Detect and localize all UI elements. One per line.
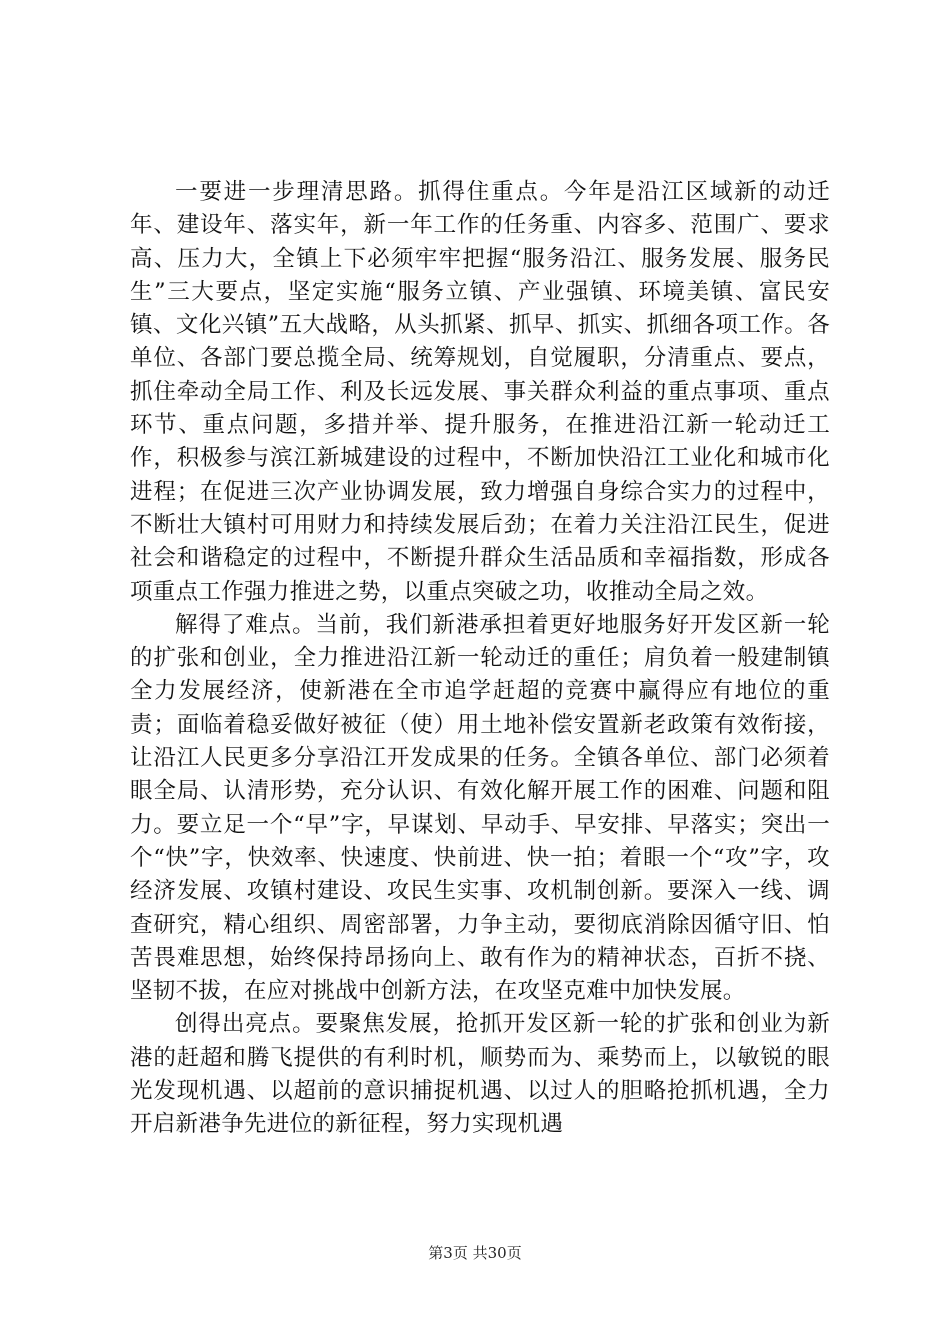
page-number-footer: 第3页 共30页	[428, 1244, 522, 1262]
paragraph-2: 解得了难点。当前，我们新港承担着更好地服务好开发区新一轮的扩张和创业，全力推进沿江新一轮动迁的重任；肩负着一般建制镇全力发展经济，使新港在全市追学赶超的竞赛中赢得应有地位的重责；面临着稳妥做好被征（使）用土地补偿安置新老政策有效衔接，让沿江人民更多分享沿江开发成果的任务。全镇各单位、部门必须着眼全局、认清形势，充分认识、有效化解开展工作的困难、问题和阻力。要立足一个“早”字，早谋划、早动手、早安排、早落实；突出一个“快”字，快效率、快速度、快前进、快一拍；着眼一个“攻”字，攻经济发展、攻镇村建设、攻民生实事、攻机制创新。要深入一线、调查研究，精心组织、周密部署，力争主动，要彻底消除因循守旧、怕苦畏难思想，始终保持昂扬向上、敢有作为的精神状态，百折不挠、坚韧不拔，在应对挑战中创新方法，在攻坚克难中加快发展。	[130, 611, 830, 1005]
paragraph-3: 创得出亮点。要聚焦发展，抢抓开发区新一轮的扩张和创业为新港的赶超和腾飞提供的有利时机，顺势而为、乘势而上，以敏锐的眼光发现机遇、以超前的意识捕捉机遇、以过人的胆略抢抓机遇，全力开启新港争先进位的新征程，努力实现机遇	[130, 1011, 830, 1138]
paragraph-1: 一要进一步理清思路。抓得住重点。今年是沿江区域新的动迁年、建设年、落实年，新一年工作的任务重、内容多、范围广、要求高、压力大，全镇上下必须牢牢把握“服务沿江、服务发展、服务民生”三大要点，坚定实施“服务立镇、产业强镇、环境美镇、富民安镇、文化兴镇”五大战略，从头抓紧、抓早、抓实、抓细各项工作。各单位、各部门要总揽全局、统筹规划，自觉履职，分清重点、要点，抓住牵动全局工作、利及长远发展、事关群众利益的重点事项、重点环节、重点问题，多措并举、提升服务，在推进沿江新一轮动迁工作，积极参与滨江新城建设的过程中，不断加快沿江工业化和城市化进程；在促进三次产业协调发展，致力增强自身综合实力的过程中，不断壮大镇村可用财力和持续发展后劲；在着力关注沿江民生，促进社会和谐稳定的过程中，不断提升群众生活品质和幸福指数，形成各项重点工作强力推进之势，以重点突破之功，收推动全局之效。	[130, 179, 830, 605]
document-body	[130, 176, 830, 1142]
